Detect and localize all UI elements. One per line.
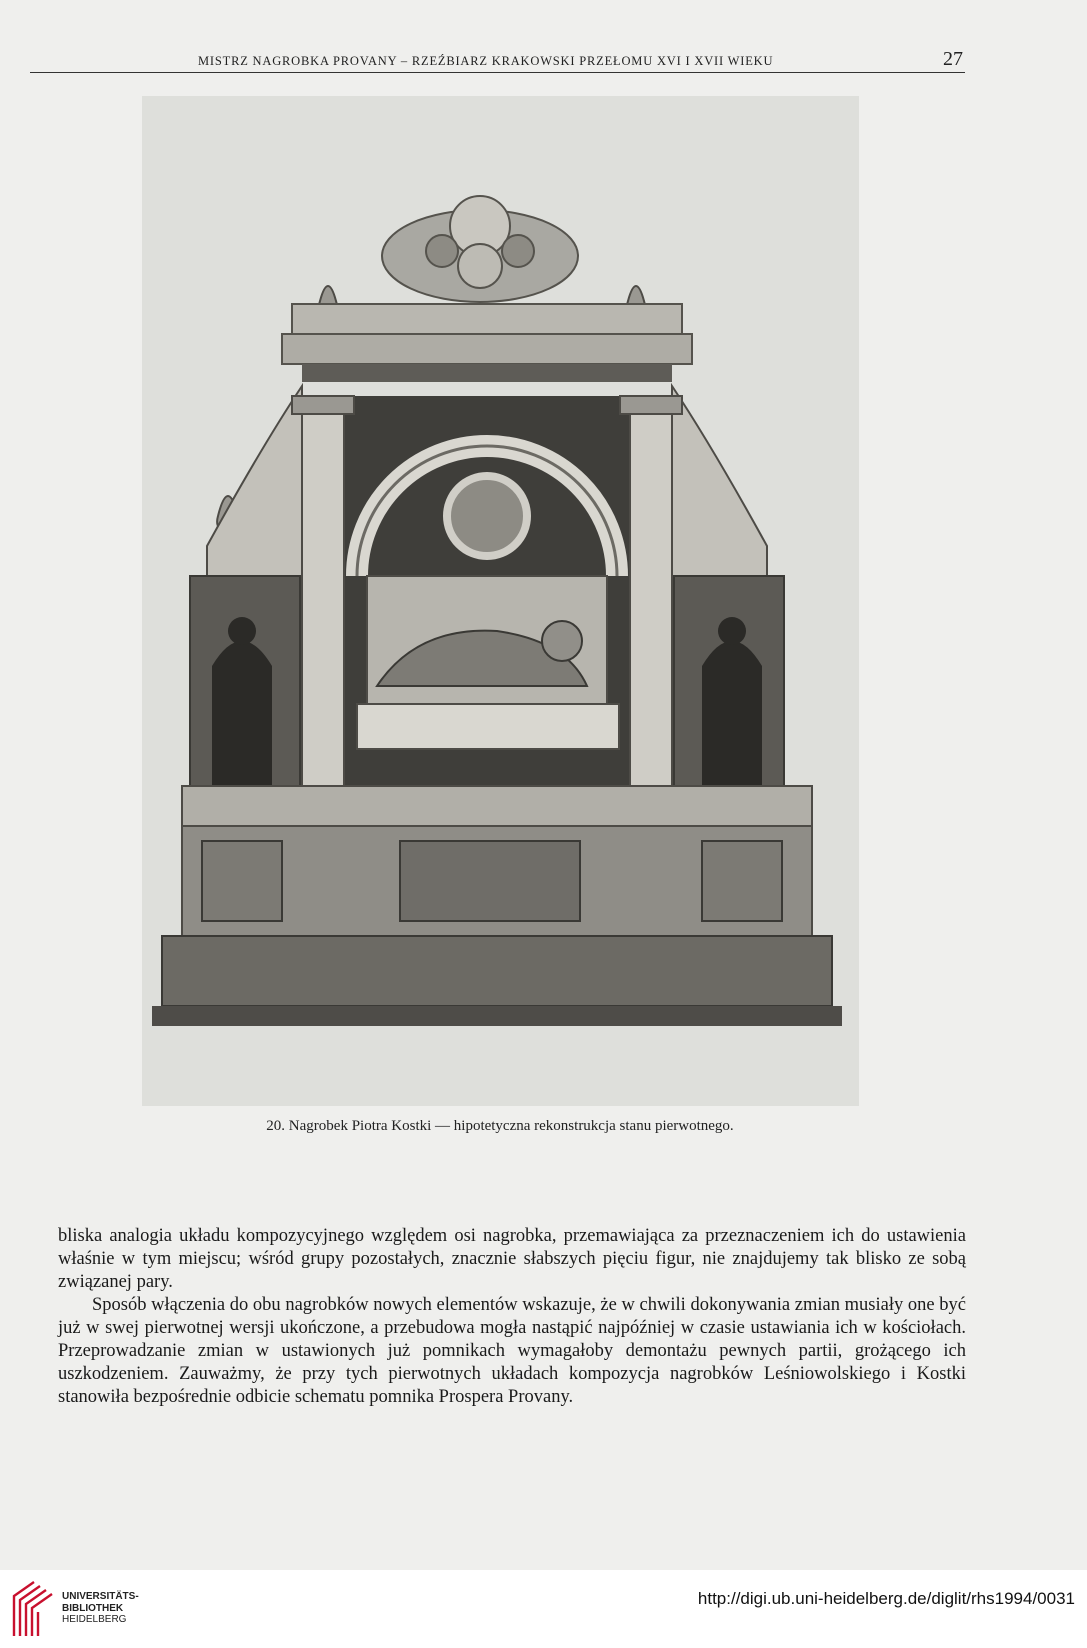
page-number: 27 (943, 48, 963, 70)
recumbent-effigy (357, 576, 619, 749)
library-name-line: HEIDELBERG (62, 1614, 127, 1625)
library-name-line: BIBLIOTHEK (62, 1602, 124, 1614)
running-title: MISTRZ NAGROBKA PROVANY – RZEŹBIARZ KRAKOWSKI PRZEŁOMU XVI I XVII WIEKU (198, 54, 774, 68)
library-name-line: UNIVERSITÄTS- (62, 1591, 139, 1602)
library-logo-icon (8, 1578, 56, 1638)
tomb-illustration (142, 96, 859, 1106)
tomb-photograph (142, 96, 859, 1106)
figure-caption: 20. Nagrobek Piotra Kostki — hipotetyczna rekonstrukcja stanu pierwotnego. (266, 1118, 734, 1134)
paragraph-2: Sposób włączenia do obu nagrobków nowych elementów wskazuje, że w chwili dokonywania zmian musiały one być już w swej pierwotnej wersji ukończone, a przebudowa mogła nastąpić najpóźniej w czasie ustawiania ich w kościołach. Przeprowadzanie zmian w ustawionych już pomnikach wymagałoby demontażu pewnych partii, grożącego ich uszkodzeniem. Zauważmy, że przy tych pierwotnych układach kompozycja nagrobków Leśniowolskiego i Kostki stanowiła bezpośrednie odbicie schematu pomnika Prospera Provany. (58, 1295, 966, 1407)
running-head (30, 50, 965, 73)
body-text (58, 1225, 966, 1409)
library-name (62, 1591, 139, 1626)
source-url-link[interactable]: http://digi.ub.uni-heidelberg.de/diglit/rhs1994/0031 (697, 1589, 1075, 1608)
digitization-footer (0, 1570, 1087, 1648)
paragraph-1: bliska analogia układu kompozycyjnego względem osi nagrobka, przemawiająca za przeznaczeniem ich do ustawienia właśnie w tym miejscu; wśród grupy pozostałych, znacznie słabszych pięciu figur, nie znajdujemy tak blisko ze sobą związanej pary. (58, 1226, 966, 1292)
tomb-base (152, 786, 842, 1026)
